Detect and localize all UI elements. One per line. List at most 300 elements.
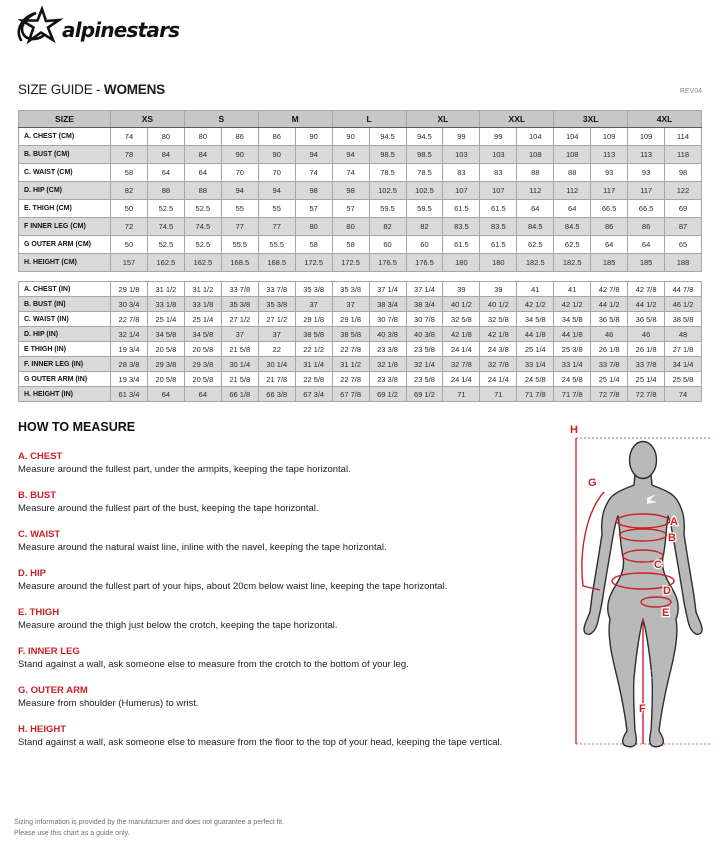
- size-value-cell: 35 3/8: [295, 282, 332, 297]
- size-value-cell: 30 1/4: [221, 357, 258, 372]
- size-value-cell: 33 7/8: [258, 282, 295, 297]
- size-value-cell: 109: [591, 128, 628, 146]
- size-value-cell: 74: [111, 128, 148, 146]
- size-value-cell: 37: [295, 297, 332, 312]
- size-value-cell: 69 1/2: [369, 387, 406, 402]
- size-value-cell: 84: [147, 146, 184, 164]
- size-value-cell: 58: [295, 236, 332, 254]
- size-value-cell: 94: [258, 182, 295, 200]
- size-value-cell: 80: [184, 128, 221, 146]
- size-value-cell: 64: [184, 387, 221, 402]
- diagram-label-C: C: [654, 559, 662, 571]
- size-value-cell: 52.5: [147, 200, 184, 218]
- size-value-cell: 60: [406, 236, 443, 254]
- row-label: A. CHEST (IN): [19, 282, 111, 297]
- size-value-cell: 58: [332, 236, 369, 254]
- size-value-cell: 77: [221, 218, 258, 236]
- size-value-cell: 182.5: [554, 254, 591, 272]
- table-row: [19, 312, 702, 327]
- size-header-row: [19, 111, 702, 128]
- size-value-cell: 55.5: [221, 236, 258, 254]
- size-value-cell: 24 5/8: [517, 372, 554, 387]
- size-value-cell: 71: [480, 387, 517, 402]
- size-value-cell: 55: [258, 200, 295, 218]
- size-value-cell: 99: [443, 128, 480, 146]
- measure-item-heading: F. INNER LEG: [18, 646, 80, 657]
- size-value-cell: 33 1/8: [147, 297, 184, 312]
- size-value-cell: 21 5/8: [221, 342, 258, 357]
- table-row: [19, 342, 702, 357]
- size-value-cell: 80: [332, 218, 369, 236]
- size-value-cell: 62.5: [517, 236, 554, 254]
- size-value-cell: 72 7/8: [591, 387, 628, 402]
- page-title: [18, 82, 165, 97]
- size-value-cell: 113: [591, 146, 628, 164]
- size-value-cell: 168.5: [258, 254, 295, 272]
- size-value-cell: 64: [147, 387, 184, 402]
- size-value-cell: 102.5: [406, 182, 443, 200]
- size-value-cell: 104: [554, 128, 591, 146]
- row-label: C. WAIST (CM): [19, 164, 111, 182]
- size-value-cell: 64: [591, 236, 628, 254]
- size-value-cell: 46: [628, 327, 665, 342]
- row-label: E THIGH (IN): [19, 342, 111, 357]
- size-value-cell: 50: [111, 200, 148, 218]
- size-value-cell: 38 5/8: [665, 312, 702, 327]
- row-label: D. HIP (CM): [19, 182, 111, 200]
- size-value-cell: 168.5: [221, 254, 258, 272]
- size-value-cell: 40 3/8: [406, 327, 443, 342]
- size-value-cell: 29 1/8: [111, 282, 148, 297]
- size-value-cell: 26 1/8: [591, 342, 628, 357]
- size-value-cell: 182.5: [517, 254, 554, 272]
- diagram-label-D: D: [663, 585, 671, 597]
- size-value-cell: 55.5: [258, 236, 295, 254]
- size-value-cell: 67 7/8: [332, 387, 369, 402]
- title-womens: WOMENS: [103, 82, 165, 97]
- size-value-cell: 88: [517, 164, 554, 182]
- size-value-cell: 64: [628, 236, 665, 254]
- measure-item: [18, 724, 546, 749]
- alpinestars-logo: [16, 6, 188, 57]
- measure-item-heading: H. HEIGHT: [18, 724, 67, 735]
- table-row: [19, 164, 702, 182]
- row-label: H. HEIGHT (CM): [19, 254, 111, 272]
- measurement-diagram: [546, 422, 716, 760]
- size-value-cell: 86: [258, 128, 295, 146]
- size-value-cell: 25 5/8: [665, 372, 702, 387]
- size-header-xxl: XXL: [480, 111, 554, 128]
- diagram-label-B: B: [668, 532, 676, 544]
- size-value-cell: 40 1/2: [443, 297, 480, 312]
- size-value-cell: 88: [147, 182, 184, 200]
- how-to-measure-title: HOW TO MEASURE: [18, 420, 136, 434]
- size-value-cell: 50: [111, 236, 148, 254]
- table-row: [19, 327, 702, 342]
- table-row: [19, 236, 702, 254]
- size-value-cell: 71 7/8: [517, 387, 554, 402]
- size-value-cell: 83: [443, 164, 480, 182]
- size-value-cell: 117: [628, 182, 665, 200]
- size-value-cell: 44 1/8: [517, 327, 554, 342]
- size-value-cell: 34 5/8: [184, 327, 221, 342]
- measure-item-heading: D. HIP: [18, 568, 46, 579]
- size-value-cell: 86: [591, 218, 628, 236]
- table-row: [19, 218, 702, 236]
- size-value-cell: 185: [628, 254, 665, 272]
- size-value-cell: 84.5: [517, 218, 554, 236]
- size-value-cell: 36 5/8: [628, 312, 665, 327]
- size-value-cell: 30 7/8: [406, 312, 443, 327]
- size-value-cell: 39: [480, 282, 517, 297]
- size-value-cell: 60: [369, 236, 406, 254]
- size-value-cell: 64: [147, 164, 184, 182]
- size-value-cell: 40 3/8: [369, 327, 406, 342]
- table-row: [19, 357, 702, 372]
- size-value-cell: 32 7/8: [480, 357, 517, 372]
- size-value-cell: 90: [295, 128, 332, 146]
- size-value-cell: 78.5: [369, 164, 406, 182]
- size-value-cell: 29 3/8: [147, 357, 184, 372]
- size-value-cell: 66 1/8: [221, 387, 258, 402]
- size-value-cell: 94: [295, 146, 332, 164]
- footer-line1: Sizing information is provided by the manufacturer and does not guarantee a perfect fit.: [14, 819, 285, 826]
- row-label: B. BUST (CM): [19, 146, 111, 164]
- size-value-cell: 37: [221, 327, 258, 342]
- size-value-cell: 32 7/8: [443, 357, 480, 372]
- size-value-cell: 82: [111, 182, 148, 200]
- size-header-l: L: [332, 111, 406, 128]
- size-value-cell: 21 7/8: [258, 372, 295, 387]
- row-label: D. HIP (IN): [19, 327, 111, 342]
- size-table-in: [18, 281, 702, 402]
- size-value-cell: 112: [517, 182, 554, 200]
- size-value-cell: 61 3/4: [111, 387, 148, 402]
- row-label: G OUTER ARM (CM): [19, 236, 111, 254]
- table-row: [19, 282, 702, 297]
- size-value-cell: 33 7/8: [628, 357, 665, 372]
- size-value-cell: 80: [295, 218, 332, 236]
- size-value-cell: 65: [665, 236, 702, 254]
- size-value-cell: 52.5: [147, 236, 184, 254]
- diagram-label-E: E: [662, 607, 670, 619]
- size-value-cell: 25 1/4: [628, 372, 665, 387]
- size-value-cell: 36 5/8: [591, 312, 628, 327]
- size-value-cell: 122: [665, 182, 702, 200]
- size-value-cell: 29 1/8: [332, 312, 369, 327]
- size-value-cell: 87: [665, 218, 702, 236]
- size-value-cell: 98: [295, 182, 332, 200]
- size-value-cell: 32 1/4: [111, 327, 148, 342]
- size-value-cell: 33 1/4: [517, 357, 554, 372]
- size-value-cell: 25 1/4: [147, 312, 184, 327]
- size-value-cell: 40 1/2: [480, 297, 517, 312]
- size-value-cell: 22: [258, 342, 295, 357]
- title-prefix: SIZE GUIDE -: [18, 82, 104, 97]
- table-row: [19, 182, 702, 200]
- measure-item-heading: A. CHEST: [18, 451, 63, 462]
- size-value-cell: 21 5/8: [221, 372, 258, 387]
- size-value-cell: 32 5/8: [480, 312, 517, 327]
- table-row: [19, 387, 702, 402]
- size-value-cell: 46: [591, 327, 628, 342]
- measure-item-text: Measure around the fullest part of your hips, about 20cm below waist line, keeping the tape horizontal.: [18, 581, 448, 592]
- size-value-cell: 84.5: [554, 218, 591, 236]
- size-value-cell: 180: [443, 254, 480, 272]
- diagram-label-F: F: [639, 703, 646, 715]
- size-value-cell: 72: [111, 218, 148, 236]
- size-value-cell: 108: [517, 146, 554, 164]
- size-value-cell: 74.5: [147, 218, 184, 236]
- measure-item: [18, 685, 546, 710]
- measure-item-heading: E. THIGH: [18, 607, 60, 618]
- size-value-cell: 20 5/8: [147, 372, 184, 387]
- size-value-cell: 176.5: [369, 254, 406, 272]
- size-value-cell: 31 1/2: [332, 357, 369, 372]
- size-value-cell: 22 7/8: [111, 312, 148, 327]
- size-value-cell: 52.5: [184, 236, 221, 254]
- size-value-cell: 35 3/8: [332, 282, 369, 297]
- size-value-cell: 27 1/8: [665, 342, 702, 357]
- measure-item: [18, 529, 546, 554]
- size-value-cell: 71 7/8: [554, 387, 591, 402]
- table-row: [19, 254, 702, 272]
- size-value-cell: 67 3/4: [295, 387, 332, 402]
- size-value-cell: 35 3/8: [221, 297, 258, 312]
- size-value-cell: 38 5/8: [295, 327, 332, 342]
- size-value-cell: 59.5: [369, 200, 406, 218]
- size-value-cell: 24 5/8: [554, 372, 591, 387]
- size-value-cell: 86: [628, 218, 665, 236]
- size-value-cell: 93: [628, 164, 665, 182]
- size-value-cell: 26 1/8: [628, 342, 665, 357]
- size-value-cell: 90: [258, 146, 295, 164]
- size-value-cell: 61.5: [480, 236, 517, 254]
- size-value-cell: 94.5: [406, 128, 443, 146]
- table-row: [19, 128, 702, 146]
- size-value-cell: 33 1/8: [184, 297, 221, 312]
- table-row: [19, 372, 702, 387]
- measure-item-heading: C. WAIST: [18, 529, 61, 540]
- size-value-cell: 22 7/8: [332, 342, 369, 357]
- measure-item-text: Measure around the natural waist line, inline with the navel, keeping the tape horizontal.: [18, 542, 387, 553]
- size-value-cell: 88: [184, 182, 221, 200]
- measure-item: [18, 568, 546, 593]
- size-value-cell: 157: [111, 254, 148, 272]
- footer-line2: Please use this chart as a guide only.: [14, 830, 130, 837]
- size-value-cell: 23 3/8: [369, 342, 406, 357]
- size-value-cell: 80: [147, 128, 184, 146]
- size-value-cell: 74: [332, 164, 369, 182]
- size-value-cell: 82: [369, 218, 406, 236]
- size-value-cell: 37 1/4: [406, 282, 443, 297]
- size-value-cell: 29 3/8: [184, 357, 221, 372]
- measure-item-text: Stand against a wall, ask someone else to measure from the floor to the top of your head, keeping the tape vertical.: [18, 737, 503, 748]
- size-value-cell: 66.5: [628, 200, 665, 218]
- measure-item: [18, 490, 546, 515]
- size-value-cell: 99: [480, 128, 517, 146]
- size-value-cell: 66 3/8: [258, 387, 295, 402]
- size-value-cell: 98.5: [406, 146, 443, 164]
- size-value-cell: 42 1/2: [554, 297, 591, 312]
- size-value-cell: 30 7/8: [369, 312, 406, 327]
- how-to-measure-section: [18, 420, 546, 763]
- size-value-cell: 61.5: [480, 200, 517, 218]
- size-value-cell: 30 1/4: [258, 357, 295, 372]
- svg-text:alpinestars: alpinestars: [62, 18, 180, 42]
- size-value-cell: 25 1/4: [517, 342, 554, 357]
- size-value-cell: 118: [665, 146, 702, 164]
- size-value-cell: 19 3/4: [111, 372, 148, 387]
- size-value-cell: 58: [111, 164, 148, 182]
- size-value-cell: 20 5/8: [147, 342, 184, 357]
- table-row: [19, 200, 702, 218]
- row-label: C. WAIST (IN): [19, 312, 111, 327]
- size-value-cell: 66.5: [591, 200, 628, 218]
- size-value-cell: 42 7/8: [591, 282, 628, 297]
- size-value-cell: 86: [221, 128, 258, 146]
- measure-item-text: Measure around the fullest part of the bust, keeping the tape horizontal.: [18, 503, 319, 514]
- footer-disclaimer: [14, 817, 284, 839]
- row-label: G OUTER ARM (IN): [19, 372, 111, 387]
- size-value-cell: 37 1/4: [369, 282, 406, 297]
- size-value-cell: 44 1/8: [554, 327, 591, 342]
- size-header-m: M: [258, 111, 332, 128]
- measure-item-text: Measure around the fullest part, under the armpits, keeping the tape horizontal.: [18, 464, 351, 475]
- size-value-cell: 44 1/2: [591, 297, 628, 312]
- size-value-cell: 55: [221, 200, 258, 218]
- size-value-cell: 24 1/4: [443, 372, 480, 387]
- size-value-cell: 107: [480, 182, 517, 200]
- size-header-xl: XL: [406, 111, 480, 128]
- size-value-cell: 24 3/8: [480, 342, 517, 357]
- size-value-cell: 103: [480, 146, 517, 164]
- size-value-cell: 33 7/8: [591, 357, 628, 372]
- size-value-cell: 162.5: [147, 254, 184, 272]
- size-value-cell: 172.5: [295, 254, 332, 272]
- size-value-cell: 78: [111, 146, 148, 164]
- size-header-s: S: [184, 111, 258, 128]
- size-value-cell: 98: [665, 164, 702, 182]
- row-label: H. HEIGHT (IN): [19, 387, 111, 402]
- diagram-label-G: G: [588, 477, 597, 489]
- size-value-cell: 74.5: [184, 218, 221, 236]
- size-value-cell: 35 3/8: [258, 297, 295, 312]
- size-value-cell: 24 1/4: [443, 342, 480, 357]
- size-value-cell: 61.5: [443, 200, 480, 218]
- size-value-cell: 185: [591, 254, 628, 272]
- size-value-cell: 112: [554, 182, 591, 200]
- size-value-cell: 33 7/8: [221, 282, 258, 297]
- size-value-cell: 52.5: [184, 200, 221, 218]
- size-value-cell: 57: [295, 200, 332, 218]
- size-value-cell: 20 5/8: [184, 342, 221, 357]
- size-value-cell: 83.5: [443, 218, 480, 236]
- size-value-cell: 57: [332, 200, 369, 218]
- size-value-cell: 34 5/8: [147, 327, 184, 342]
- size-value-cell: 102.5: [369, 182, 406, 200]
- size-value-cell: 22 7/8: [332, 372, 369, 387]
- size-value-cell: 28 3/8: [111, 357, 148, 372]
- size-value-cell: 180: [480, 254, 517, 272]
- size-value-cell: 90: [221, 146, 258, 164]
- size-value-cell: 64: [184, 164, 221, 182]
- size-value-cell: 22 1/2: [295, 342, 332, 357]
- size-column-header: SIZE: [19, 111, 111, 128]
- size-value-cell: 72 7/8: [628, 387, 665, 402]
- size-value-cell: 188: [665, 254, 702, 272]
- size-value-cell: 46 1/2: [665, 297, 702, 312]
- size-value-cell: 38 3/4: [369, 297, 406, 312]
- row-label: B. BUST (IN): [19, 297, 111, 312]
- size-value-cell: 31 1/4: [295, 357, 332, 372]
- size-value-cell: 42 1/8: [480, 327, 517, 342]
- measure-item-heading: G. OUTER ARM: [18, 685, 88, 696]
- size-value-cell: 31 1/2: [147, 282, 184, 297]
- row-label: E. THIGH (CM): [19, 200, 111, 218]
- table-row: [19, 297, 702, 312]
- size-value-cell: 64: [517, 200, 554, 218]
- size-value-cell: 107: [443, 182, 480, 200]
- size-value-cell: 37: [258, 327, 295, 342]
- size-value-cell: 62.5: [554, 236, 591, 254]
- measure-item: [18, 451, 546, 476]
- size-value-cell: 94.5: [369, 128, 406, 146]
- size-header-xs: XS: [111, 111, 185, 128]
- body-figure-icon: [546, 422, 716, 760]
- size-value-cell: 94: [221, 182, 258, 200]
- size-value-cell: 82: [406, 218, 443, 236]
- size-value-cell: 108: [554, 146, 591, 164]
- diagram-label-H: H: [570, 424, 578, 436]
- size-value-cell: 61.5: [443, 236, 480, 254]
- revision-label: REV04: [679, 88, 702, 95]
- size-value-cell: 84: [184, 146, 221, 164]
- size-value-cell: 32 1/8: [369, 357, 406, 372]
- size-value-cell: 64: [554, 200, 591, 218]
- size-value-cell: 94: [332, 146, 369, 164]
- size-value-cell: 34 1/4: [665, 357, 702, 372]
- size-value-cell: 42 1/8: [443, 327, 480, 342]
- size-value-cell: 22 5/8: [295, 372, 332, 387]
- size-value-cell: 113: [628, 146, 665, 164]
- size-value-cell: 176.5: [406, 254, 443, 272]
- size-value-cell: 33 1/4: [554, 357, 591, 372]
- size-value-cell: 109: [628, 128, 665, 146]
- size-value-cell: 23 5/8: [406, 372, 443, 387]
- size-value-cell: 25 1/4: [591, 372, 628, 387]
- size-value-cell: 70: [221, 164, 258, 182]
- row-label: A. CHEST (CM): [19, 128, 111, 146]
- size-value-cell: 83.5: [480, 218, 517, 236]
- size-value-cell: 172.5: [332, 254, 369, 272]
- size-value-cell: 38 3/4: [406, 297, 443, 312]
- size-value-cell: 59.5: [406, 200, 443, 218]
- table-row: [19, 146, 702, 164]
- size-value-cell: 41: [554, 282, 591, 297]
- size-value-cell: 162.5: [184, 254, 221, 272]
- size-value-cell: 88: [554, 164, 591, 182]
- size-value-cell: 32 5/8: [443, 312, 480, 327]
- size-header-4xl: 4XL: [628, 111, 702, 128]
- size-value-cell: 74: [665, 387, 702, 402]
- size-value-cell: 19 3/4: [111, 342, 148, 357]
- size-value-cell: 20 5/8: [184, 372, 221, 387]
- size-value-cell: 27 1/2: [258, 312, 295, 327]
- size-value-cell: 41: [517, 282, 554, 297]
- size-value-cell: 44 7/8: [665, 282, 702, 297]
- size-value-cell: 117: [591, 182, 628, 200]
